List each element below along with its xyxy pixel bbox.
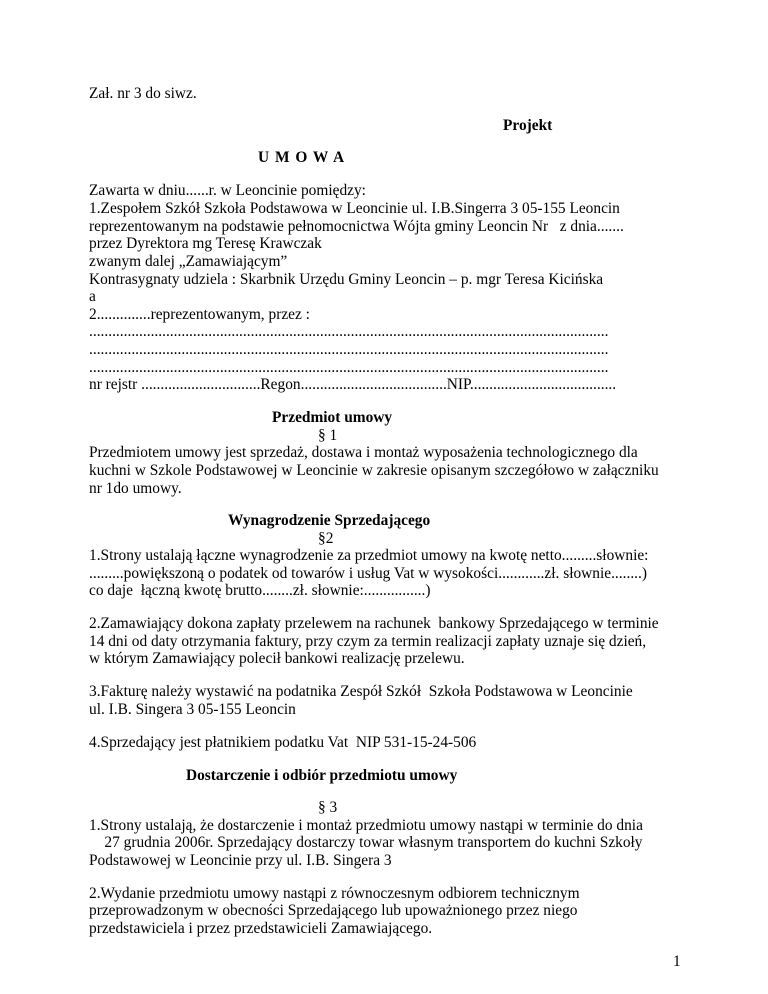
paragraph-number: § 3	[318, 799, 338, 816]
body-line: ul. I.B. Singera 3 05-155 Leoncin	[89, 701, 296, 718]
registry-line: nr rejstr ...............................Regon......................................NIP......................................	[89, 376, 617, 393]
body-line: Przedmiotem umowy jest sprzedaż, dostawa i montaż wyposażenia technologicznego dla	[89, 444, 638, 461]
body-line: 1.Strony ustalają, że dostarczenie i montaż przedmiotu umowy nastąpi w terminie do dnia	[89, 817, 643, 834]
parties-line: a	[89, 288, 96, 305]
parties-line: przez Dyrektora mg Teresę Krawczak	[89, 235, 322, 252]
body-line: 2.Zamawiający dokona zapłaty przelewem na rachunek bankowy Sprzedającego w terminie	[89, 615, 659, 632]
body-line: przedstawiciela i przez przedstawicieli Zamawiającego.	[89, 920, 433, 937]
annex-label: Zał. nr 3 do siwz.	[89, 85, 197, 102]
body-line: nr 1do umowy.	[89, 480, 182, 497]
paragraph-number: § 1	[318, 427, 338, 444]
parties-line: zwanym dalej „Zamawiającym”	[89, 253, 288, 270]
document-title: U M O W A	[258, 149, 346, 166]
body-line: 1.Strony ustalają łączne wynagrodzenie za przedmiot umowy na kwotę netto.........słownie:	[89, 547, 649, 564]
body-line: 4.Sprzedający jest płatnikiem podatku Vat NIP 531-15-24-506	[89, 734, 477, 751]
parties-line: Kontrasygnaty udziela : Skarbnik Urzędu Gminy Leoncin – p. mgr Teresa Kicińska	[89, 271, 604, 288]
project-label: Projekt	[503, 117, 553, 134]
body-line: 27 grudnia 2006r. Sprzedający dostarczy towar własnym transportem do kuchni Szkoły	[89, 834, 643, 851]
section-heading-delivery: Dostarczenie i odbiór przedmiotu umowy	[186, 767, 458, 784]
page-number: 1	[673, 953, 681, 970]
body-line: .........powiększoną o podatek od towarów i usług Vat w wysokości............zł. słownie........)	[89, 565, 647, 582]
section-heading-remuneration: Wynagrodzenie Sprzedającego	[228, 512, 431, 529]
body-line: 3.Fakturę należy wystawić na podatnika Zespół Szkół Szkoła Podstawowa w Leoncinie	[89, 683, 633, 700]
dotted-fill-line: .......................................................................................................................................	[89, 359, 609, 376]
body-line: w którym Zamawiający polecił bankowi realizację przelewu.	[89, 650, 465, 667]
body-line: Podstawowej w Leoncinie przy ul. I.B. Singera 3	[89, 852, 392, 869]
body-line: przeprowadzonym w obecności Sprzedającego lub upoważnionego przez niego	[89, 902, 578, 919]
section-heading-subject: Przedmiot umowy	[272, 409, 393, 426]
body-line: co daje łączną kwotę brutto........zł. słownie:................)	[89, 582, 431, 599]
parties-line: reprezentowanym na podstawie pełnomocnictwa Wójta gminy Leoncin Nr z dnia.......	[89, 218, 624, 235]
dotted-fill-line: .......................................................................................................................................	[89, 323, 609, 340]
parties-line: 2..............reprezentowanym, przez :	[89, 306, 310, 323]
parties-line: 1.Zespołem Szkół Szkoła Podstawowa w Leoncinie ul. I.B.Singerra 3 05-155 Leoncin	[89, 200, 620, 217]
body-line: 14 dni od daty otrzymania faktury, przy czym za termin realizacji zapłaty uznaje się dzień,	[89, 633, 647, 650]
paragraph-number: §2	[318, 530, 334, 547]
dotted-fill-line: .......................................................................................................................................	[89, 341, 609, 358]
body-line: 2.Wydanie przedmiotu umowy nastąpi z równoczesnym odbiorem technicznym	[89, 885, 580, 902]
body-line: kuchni w Szkole Podstawowej w Leoncinie w zakresie opisanym szczegółowo w załączniku	[89, 462, 659, 479]
parties-line: Zawarta w dniu......r. w Leoncinie pomiędzy:	[89, 182, 366, 199]
